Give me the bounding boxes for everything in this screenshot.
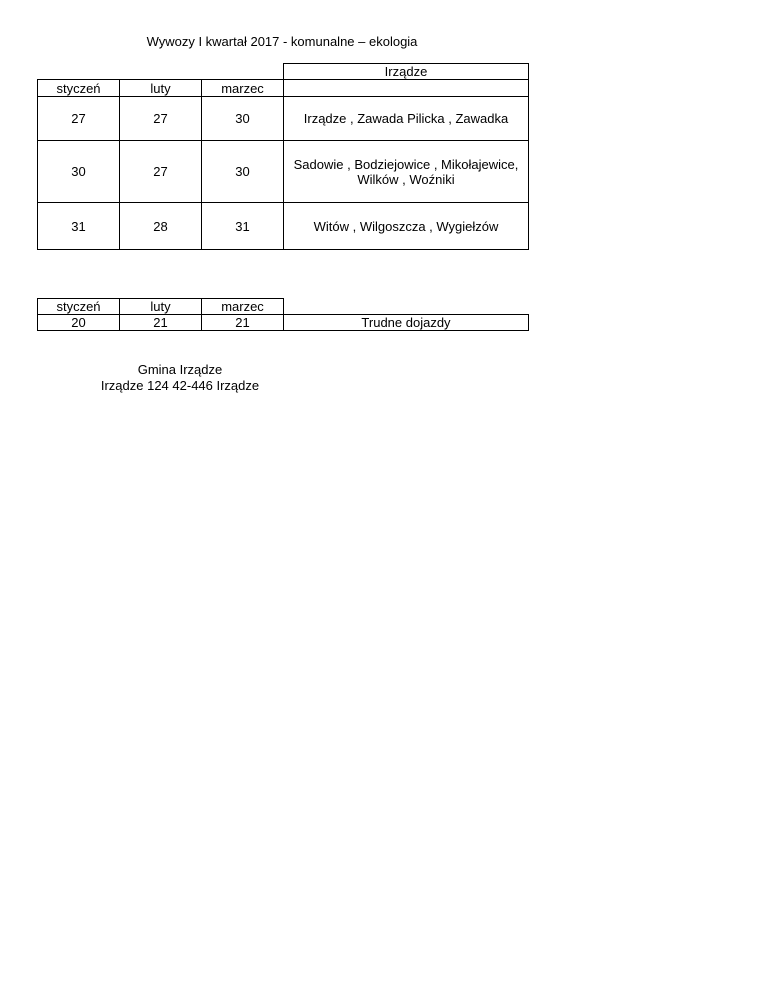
cell-january: 27: [38, 97, 120, 141]
schedule-table: [37, 63, 529, 250]
month-header-row: [38, 299, 529, 315]
cell-february: 27: [120, 97, 202, 141]
cell-places: Trudne dojazdy: [284, 315, 529, 331]
cell-places: Sadowie , Bodziejowice , Mikołajewice, Wilków , Woźniki: [284, 141, 529, 203]
header-february: luty: [120, 299, 202, 315]
table-row: [38, 97, 529, 141]
cell-march: 30: [202, 97, 284, 141]
table-row: [38, 315, 529, 331]
header-january: styczeń: [38, 299, 120, 315]
document-title: Wywozy I kwartał 2017 - komunalne – ekologia: [146, 34, 418, 49]
cell-january: 30: [38, 141, 120, 203]
month-header-row: [38, 80, 529, 97]
header-february: luty: [120, 80, 202, 97]
cell-march: 21: [202, 315, 284, 331]
cell-february: 21: [120, 315, 202, 331]
cell-march: 30: [202, 141, 284, 203]
cell-january: 20: [38, 315, 120, 331]
table-row: [38, 141, 529, 203]
region-header: Irządze: [284, 64, 529, 80]
footer-line-1: Gmina Irządze: [137, 362, 223, 377]
footer-address: [40, 362, 320, 394]
cell-places: Witów , Wilgoszcza , Wygiełzów: [284, 203, 529, 250]
difficult-access-table: [37, 298, 529, 331]
cell-february: 28: [120, 203, 202, 250]
table-row: [38, 203, 529, 250]
cell-january: 31: [38, 203, 120, 250]
region-header-row: [38, 64, 529, 80]
header-january: styczeń: [38, 80, 120, 97]
header-march: marzec: [202, 80, 284, 97]
footer-line-2: Irządze 124 42-446 Irządze: [100, 378, 260, 393]
cell-march: 31: [202, 203, 284, 250]
cell-february: 27: [120, 141, 202, 203]
header-march: marzec: [202, 299, 284, 315]
cell-places: Irządze , Zawada Pilicka , Zawadka: [284, 97, 529, 141]
